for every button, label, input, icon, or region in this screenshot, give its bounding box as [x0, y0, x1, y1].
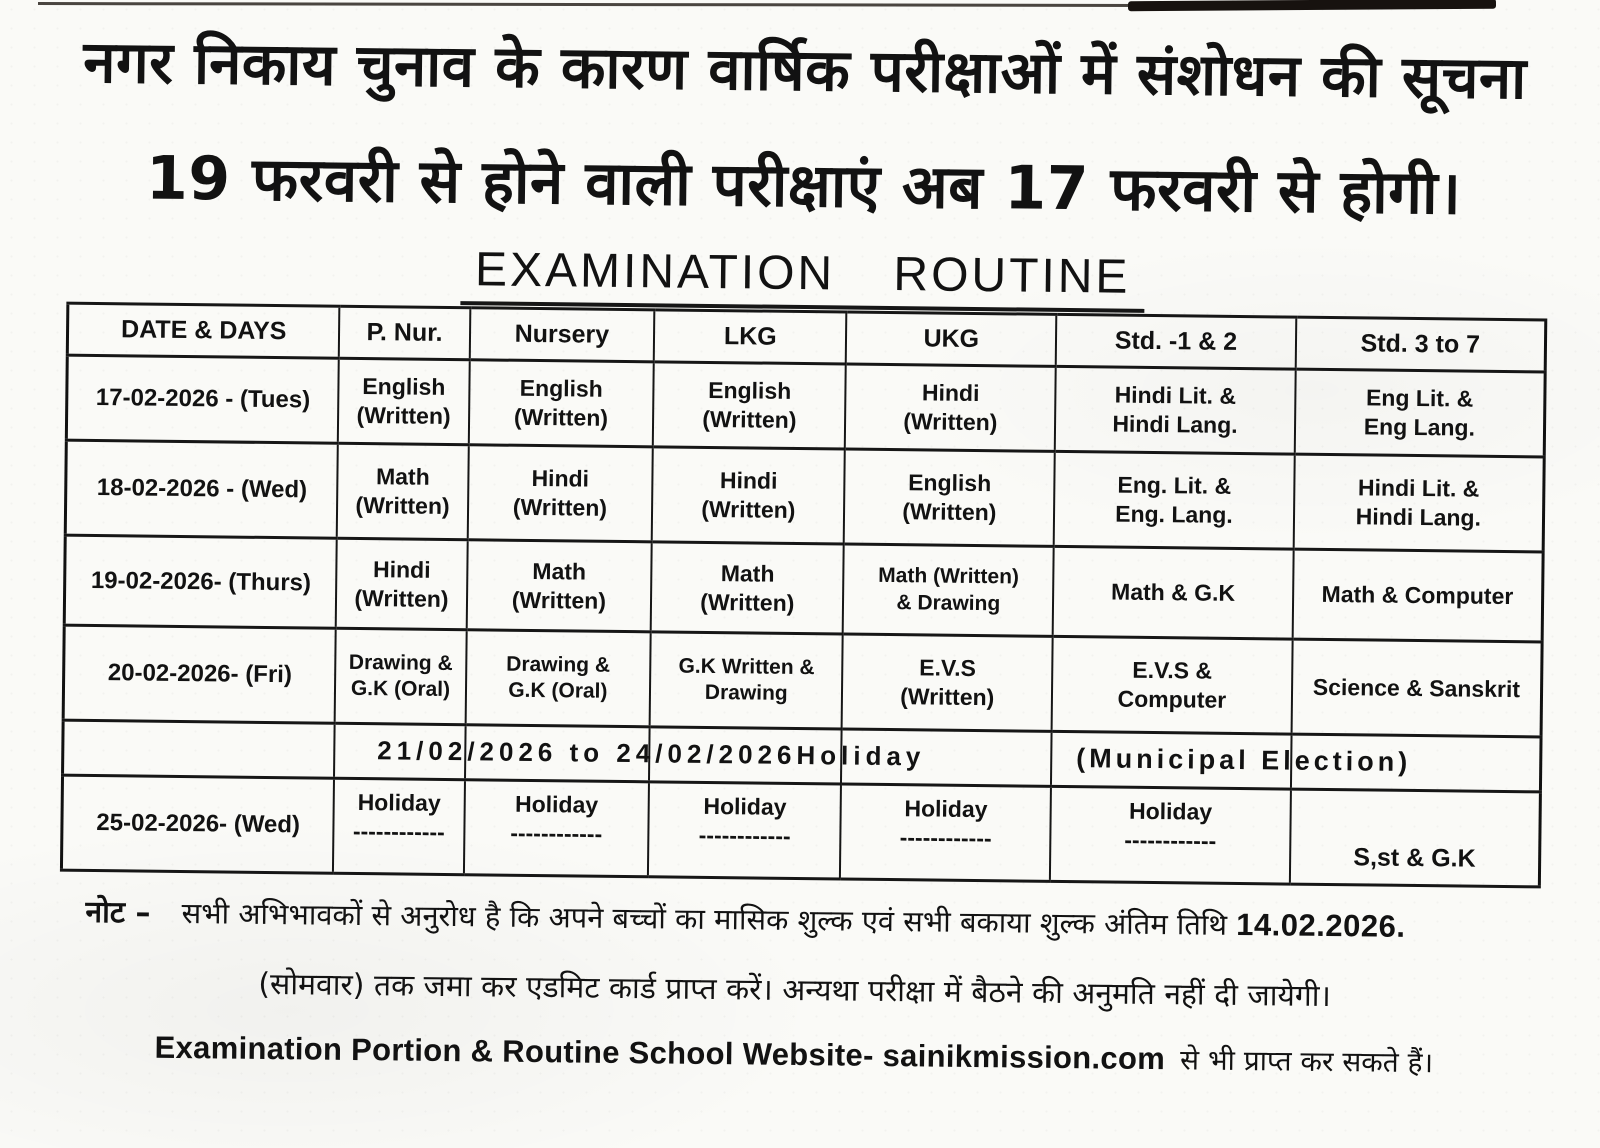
exam-cell: Hindi (Written)	[336, 538, 467, 629]
holiday-cell: Holiday ------------	[648, 782, 841, 879]
page-title: EXAMINATION ROUTINE	[461, 242, 1145, 313]
exam-cell: English (Written)	[338, 358, 469, 444]
exam-cell: Eng. Lit. & Eng. Lang.	[1054, 451, 1294, 549]
header-cell-ukg: UKG	[846, 312, 1056, 366]
header-cell-lkg: LKG	[654, 310, 847, 364]
note-line1	[85, 890, 1565, 948]
table-row	[65, 440, 1544, 552]
date-cell: 18-02-2026 - (Wed)	[65, 440, 338, 538]
note-line3	[0, 1027, 1594, 1083]
exam-cell: Drawing & G.K (Oral)	[465, 630, 651, 727]
holiday-cell: Holiday ------------	[1050, 786, 1290, 884]
notice-heading-line2: 19 फरवरी से होने वाली परीक्षाएं अब 17 फरवरी से होगी।	[145, 143, 1462, 229]
exam-cell: Science & Sanskrit	[1291, 639, 1542, 737]
holiday-band-dates: 21/02/2026 to 24/02/2026Holiday	[377, 735, 926, 772]
exam-cell: Hindi Lit. & Hindi Lang.	[1293, 454, 1544, 552]
exam-cell: English (Written)	[468, 360, 654, 447]
exam-cell: English (Written)	[653, 362, 846, 449]
holiday-cell: Holiday ------------	[840, 784, 1051, 881]
exam-cell: Hindi Lit. & Hindi Lang.	[1055, 366, 1295, 454]
header-cell-std-1-2: Std. -1 & 2	[1056, 314, 1296, 369]
table-row	[63, 625, 1542, 737]
table-row	[66, 355, 1545, 457]
date-cell: 20-02-2026- (Fri)	[63, 625, 336, 723]
note-line3-english: Examination Portion & Routine School Website- sainikmission.com	[154, 1029, 1166, 1077]
subject-cell-sst-gk: S,st & G.K	[1290, 789, 1541, 887]
date-cell: 19-02-2026- (Thurs)	[64, 535, 337, 628]
exam-cell: Math & G.K	[1053, 546, 1293, 639]
table-row	[61, 775, 1540, 887]
note-line3-hindi: से भी प्राप्त कर सकते हैं।	[1179, 1043, 1434, 1080]
exam-cell: Hindi (Written)	[845, 364, 1056, 451]
note-label: नोट –	[85, 894, 151, 931]
holiday-cell: Holiday ------------	[333, 778, 464, 874]
exam-table-wrap	[60, 302, 1547, 889]
exam-cell: G.K Written & Drawing	[650, 632, 843, 729]
holiday-cell: Holiday ------------	[463, 780, 649, 877]
empty-cell	[63, 720, 336, 778]
exam-cell: Math (Written) & Drawing	[843, 544, 1054, 636]
header-cell-nursery: Nursery	[469, 308, 654, 362]
date-cell: 25-02-2026- (Wed)	[61, 775, 334, 873]
exam-cell: Hindi (Written)	[652, 447, 845, 544]
exam-cell: Math (Written)	[466, 540, 652, 632]
exam-cell: E.V.S & Computer	[1052, 636, 1292, 734]
notice-heading-line1: नगर निकाय चुनाव के कारण वार्षिक परीक्षाओं में संशोधन की सूचना	[83, 27, 1528, 113]
exam-cell: E.V.S (Written)	[842, 634, 1053, 731]
exam-cell: Eng Lit. & Eng Lang.	[1294, 369, 1545, 457]
exam-cell: Hindi (Written)	[467, 445, 653, 542]
header-cell-p-nur: P. Nur.	[339, 306, 470, 359]
table-row	[64, 535, 1543, 642]
exam-cell: Math (Written)	[337, 443, 468, 539]
exam-cell: English (Written)	[844, 449, 1055, 546]
header-cell-date-days: DATE & DAYS	[67, 303, 340, 358]
date-cell: 17-02-2026 - (Tues)	[66, 355, 339, 443]
note-line2: (सोमवार) तक जमा कर एडमिट कार्ड प्राप्त करें। अन्यथा परीक्षा में बैठने की अनुमति नहीं दी जायेगी।	[258, 966, 1332, 1015]
exam-cell: Drawing & G.K (Oral)	[335, 628, 466, 724]
exam-cell: Math & Computer	[1292, 549, 1543, 642]
note-due-date: 14.02.2026.	[1235, 906, 1406, 944]
exam-table	[60, 302, 1547, 889]
holiday-band-reason: (Municipal Election)	[1076, 743, 1412, 777]
exam-cell: Math (Written)	[651, 542, 844, 634]
note-text: सभी अभिभावकों से अनुरोध है कि अपने बच्चों का मासिक शुल्क एवं सभी बकाया शुल्क अंतिम तिथि	[181, 896, 1228, 942]
header-cell-std-3-7: Std. 3 to 7	[1295, 317, 1545, 372]
